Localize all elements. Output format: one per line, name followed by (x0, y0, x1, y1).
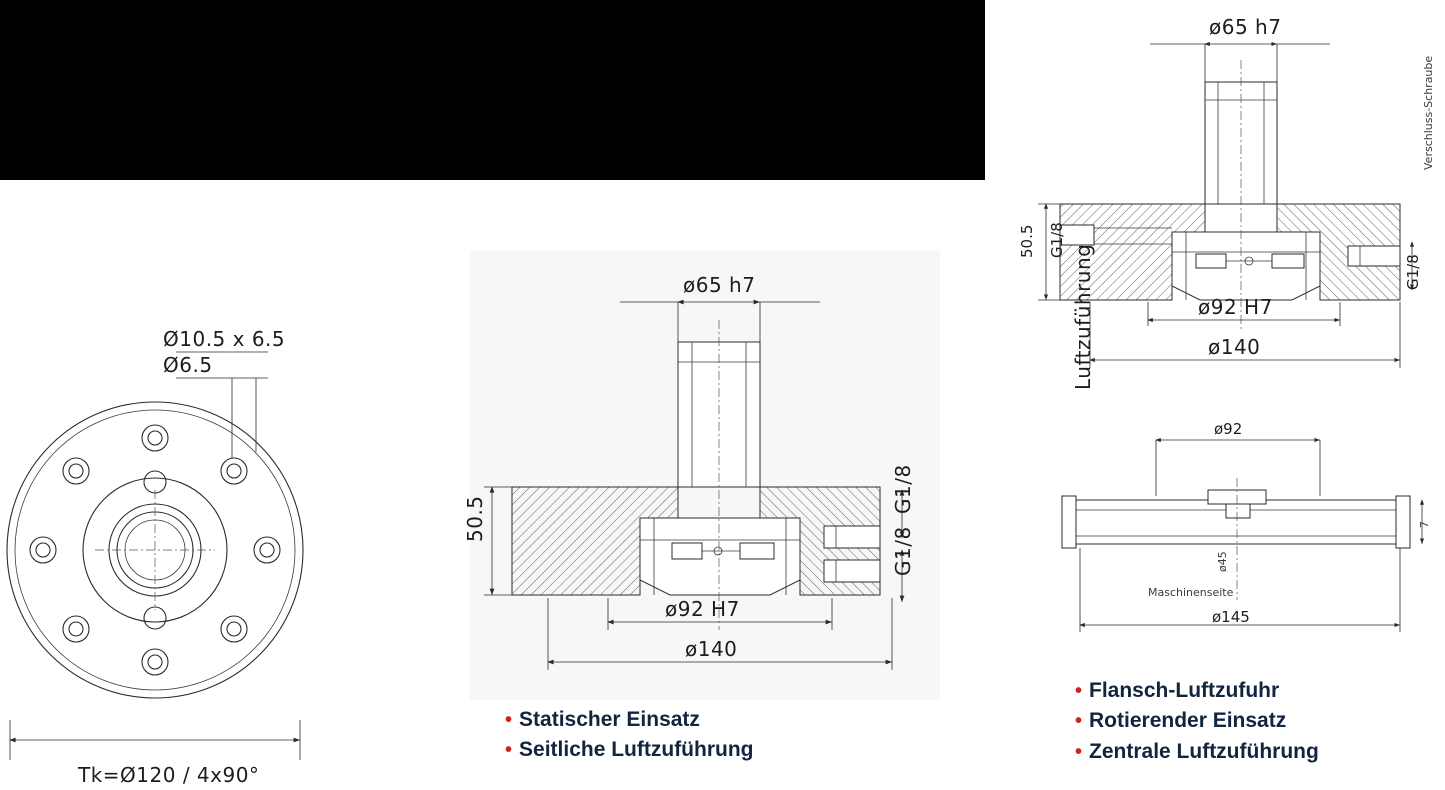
caption-row (1075, 706, 1319, 736)
dim-thickness-7: 7 (1418, 521, 1431, 528)
dim-d92-bottomview: ø92 (1214, 420, 1243, 438)
dim-d92H7: ø92 H7 (665, 597, 740, 621)
dim-d65h7-right: ø65 h7 (1209, 15, 1282, 39)
dim-d140-right: ø140 (1208, 335, 1261, 359)
dim-d140: ø140 (685, 637, 738, 661)
dim-g18-right: G1/8 (1404, 254, 1422, 290)
black-band (0, 0, 985, 180)
rotating-section-captions (1075, 676, 1319, 767)
dim-d65h7: ø65 h7 (683, 273, 756, 297)
dim-g18-upper: G1/8 (891, 464, 915, 514)
caption-static-einsatz: Statischer Einsatz (519, 708, 700, 731)
dim-hole-counterbore: Ø10.5 x 6.5 (163, 327, 286, 351)
static-section-captions (505, 705, 754, 766)
label-verschluss-schraube: Verschluss-Schraube (1422, 55, 1435, 170)
static-section-dimension-texts (440, 250, 950, 710)
label-maschinenseite: Maschinenseite (1148, 586, 1234, 599)
bullet-icon: • (1075, 680, 1083, 702)
front-view-dimension-texts (0, 300, 330, 790)
label-luftzufuehrung: Luftzuführung (1071, 243, 1095, 390)
rotating-section-panel (1000, 0, 1445, 400)
rotating-section-texts (1000, 0, 1445, 400)
dim-bolt-circle: Tk=Ø120 / 4x90° (78, 763, 260, 787)
caption-flansch-luftzufuhr: Flansch-Luftzufuhr (1089, 679, 1280, 702)
bullet-icon: • (505, 709, 513, 731)
caption-seitliche-luftzufuehrung: Seitliche Luftzuführung (519, 738, 754, 762)
caption-row (1075, 737, 1319, 767)
bottom-section-texts (1040, 400, 1440, 665)
bullet-icon: • (505, 739, 513, 762)
caption-row (505, 705, 754, 735)
bullet-icon: • (1075, 740, 1083, 763)
static-section-panel (440, 250, 950, 710)
front-view-panel (0, 300, 330, 790)
caption-row (1075, 676, 1319, 706)
dim-d45: ø45 (1216, 551, 1229, 572)
caption-row (505, 735, 754, 765)
dim-g18-left: G1/8 (1048, 222, 1066, 258)
bullet-icon: • (1075, 710, 1083, 733)
dim-50-5: 50.5 (463, 495, 487, 542)
caption-zentrale-luftzufuehrung: Zentrale Luftzuführung (1089, 739, 1319, 763)
dim-d92H7-right: ø92 H7 (1198, 295, 1273, 319)
dim-d145: ø145 (1212, 608, 1250, 626)
dim-g18-lower: G1/8 (891, 526, 915, 576)
dim-50-5-right: 50.5 (1018, 224, 1036, 258)
dim-hole-diameter: Ø6.5 (163, 353, 213, 377)
caption-rotierender-einsatz: Rotierender Einsatz (1089, 709, 1287, 733)
bottom-section-panel (1040, 400, 1440, 665)
